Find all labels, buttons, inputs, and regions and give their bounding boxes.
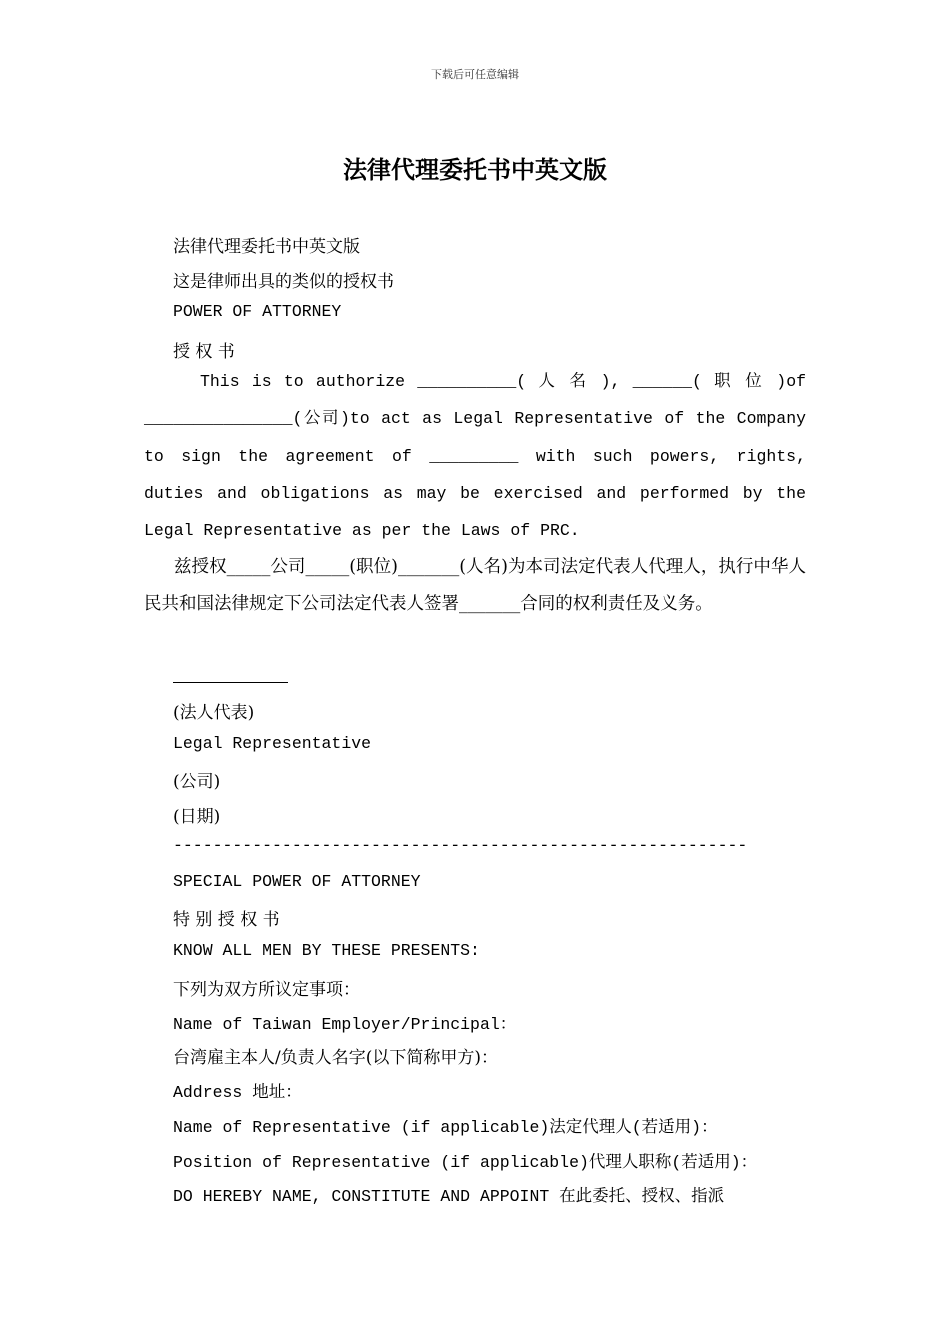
representative-name-line: Name of Representative (if applicable)法定代理人(若适用)： (173, 1118, 718, 1137)
legal-rep-cn-label: (法人代表) (173, 703, 255, 723)
intro-line-title: 法律代理委托书中英文版 (173, 237, 360, 257)
know-all-men-line: KNOW ALL MEN BY THESE PRESENTS: (173, 941, 480, 960)
agreed-matters-line: 下列为双方所议定事项： (173, 980, 360, 1000)
intro-line-poa-en: POWER OF ATTORNEY (173, 302, 342, 321)
section-divider: ---------------------------------------------------------- (173, 836, 748, 855)
english-authorization-paragraph: This is to authorize __________( 人 名 ), ______( 职 位 )of _______________(公司)to act as Legal Representative of the Company to sign the agreement of _________ with such powers, rights, duties and obligations as may be exercised and performed by the Legal Representative as per the Laws of PRC. (144, 372, 806, 541)
address-line: Address 地址： (173, 1083, 302, 1102)
appoint-line: DO HEREBY NAME, CONSTITUTE AND APPOINT 在此委托、授权、指派 (173, 1187, 725, 1206)
intro-line-poa-cn: 授 权 书 (173, 342, 235, 362)
date-label: (日期) (173, 807, 221, 827)
legal-rep-en-label: Legal Representative (173, 734, 372, 753)
document-title: 法律代理委托书中英文版 (343, 155, 607, 184)
chinese-authorization-paragraph: 兹授权_____公司_____(职位)_______(人名)为本司法定代表人代理人，执行中华人民共和国法律规定下公司法定代表人签署_______合同的权利责任及义务。 (144, 557, 806, 614)
signature-line (173, 682, 288, 683)
header-note: 下载后可任意编辑 (431, 68, 519, 81)
special-poa-title-en: SPECIAL POWER OF ATTORNEY (173, 872, 421, 891)
company-label: (公司) (173, 772, 221, 792)
representative-position-line: Position of Representative (if applicable)代理人职称(若适用)： (173, 1153, 758, 1172)
employer-name-en-line: Name of Taiwan Employer/Principal： (173, 1015, 517, 1034)
special-poa-title-cn: 特 别 授 权 书 (173, 910, 280, 930)
intro-line-description: 这是律师出具的类似的授权书 (173, 272, 394, 292)
employer-name-cn-line: 台湾雇主本人/负责人名字(以下简称甲方)： (173, 1048, 498, 1068)
